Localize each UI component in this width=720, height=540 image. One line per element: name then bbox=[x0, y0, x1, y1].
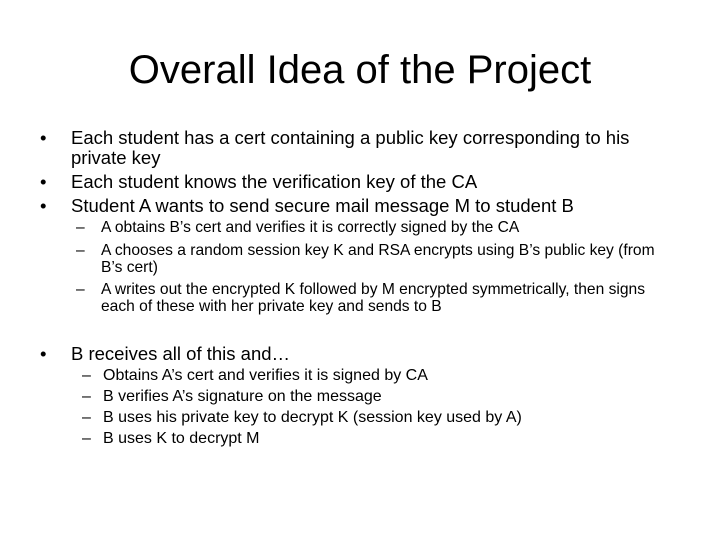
dash-icon: – bbox=[82, 388, 91, 405]
bullet-item bbox=[40, 172, 680, 192]
dash-icon: – bbox=[82, 367, 91, 384]
bullet-text: B receives all of this and… bbox=[71, 343, 291, 364]
sub-bullet-item bbox=[82, 367, 682, 385]
bullet-icon: • bbox=[40, 127, 47, 148]
bullet-icon: • bbox=[40, 195, 47, 216]
dash-icon: – bbox=[82, 409, 91, 426]
sub-bullet-item bbox=[82, 430, 682, 448]
sub-bullet-item bbox=[76, 219, 676, 236]
sub-bullet-text: A writes out the encrypted K followed by M encrypted symmetrically, then signs each of these with her private key and sends to B bbox=[101, 281, 645, 315]
bullet-text: Student A wants to send secure mail message M to student B bbox=[71, 195, 574, 216]
bullet-icon: • bbox=[40, 343, 47, 364]
sub-bullet-text: Obtains A’s cert and verifies it is signed by CA bbox=[103, 367, 428, 384]
bullet-text: Each student has a cert containing a public key corresponding to his private key bbox=[71, 127, 630, 168]
sub-bullet-item bbox=[82, 409, 682, 427]
sub-bullet-text: B uses his private key to decrypt K (session key used by A) bbox=[103, 409, 522, 426]
dash-icon: – bbox=[82, 430, 91, 447]
bullet-item bbox=[40, 128, 680, 168]
sub-bullet-text: B uses K to decrypt M bbox=[103, 430, 260, 447]
bullet-item bbox=[40, 344, 680, 364]
bullet-item bbox=[40, 196, 680, 216]
sub-bullet-item bbox=[82, 388, 682, 406]
sub-bullet-text: A chooses a random session key K and RSA encrypts using B’s public key (from B’s cert) bbox=[101, 242, 655, 276]
bullet-icon: • bbox=[40, 171, 47, 192]
dash-icon: – bbox=[76, 242, 85, 259]
sub-bullet-text: A obtains B’s cert and verifies it is correctly signed by the CA bbox=[101, 219, 520, 236]
sub-bullet-text: B verifies A’s signature on the message bbox=[103, 388, 382, 405]
sub-bullet-item bbox=[76, 242, 676, 276]
sub-bullet-item bbox=[76, 281, 676, 315]
dash-icon: – bbox=[76, 281, 85, 298]
slide-title: Overall Idea of the Project bbox=[128, 48, 592, 92]
dash-icon: – bbox=[76, 219, 85, 236]
bullet-text: Each student knows the verification key of the CA bbox=[71, 171, 478, 192]
